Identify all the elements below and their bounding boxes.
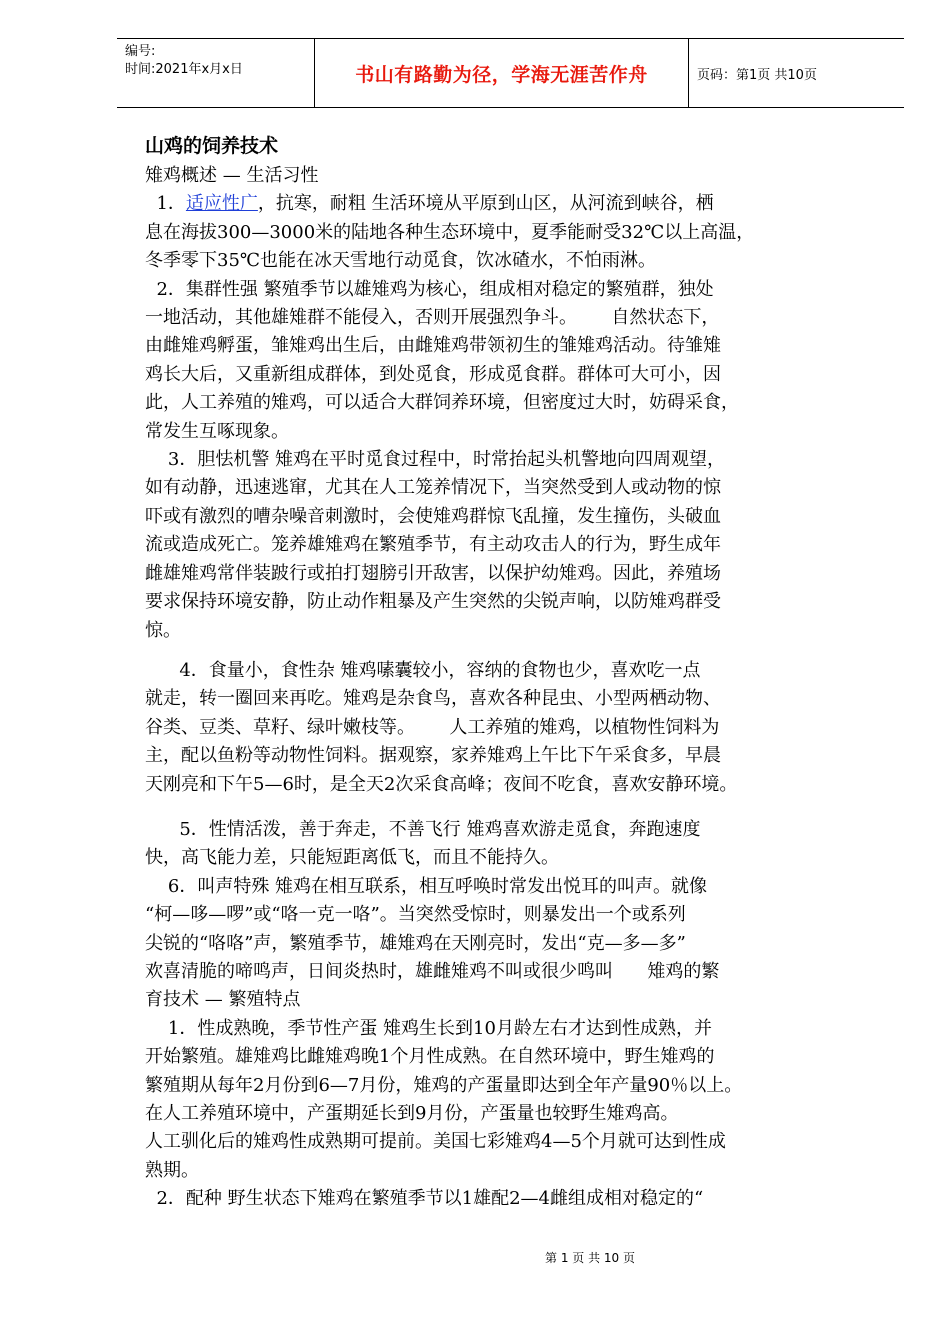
paragraph-line: 谷类、豆类、草籽、绿叶嫩枝等。 人工养殖的雉鸡，以植物性饲料为 <box>145 716 720 738</box>
paragraph-line: 由雌雉鸡孵蛋，雏雉鸡出生后，由雌雉鸡带领初生的雏雉鸡活动。待雏雉 <box>145 335 721 357</box>
spacer <box>145 799 885 816</box>
page-number-label: 页码：第1页 共10页 <box>697 67 817 83</box>
paragraph-line: 此，人工养殖的雉鸡，可以适合大群饲养环境，但密度过大时，妨碍采食， <box>145 392 739 414</box>
section-heading: 雉鸡概述 — 生活习性 <box>145 165 319 186</box>
paragraph-line: 在人工养殖环境中，产蛋期延长到9月份，产蛋量也较野生雉鸡高。 <box>145 1103 679 1124</box>
paragraph-line: 惊。 <box>145 619 181 641</box>
paragraph-line: 主，配以鱼粉等动物性饲料。据观察，家养雉鸡上午比下午采食多，早晨 <box>145 745 721 767</box>
paragraph-line: 吓或有激烈的嘈杂噪音刺激时，会使雉鸡群惊飞乱撞，发生撞伤，头破血 <box>145 505 721 527</box>
page-footer <box>0 1249 950 1266</box>
paragraph-line: 1．性成熟晚，季节性产蛋 雉鸡生长到10月龄左右才达到性成熟，并 <box>145 1017 712 1039</box>
paragraph-line: 快，高飞能力差，只能短距离低飞，而且不能持久。 <box>145 847 559 869</box>
header-meta-cell <box>117 39 315 107</box>
paragraph-line: 繁殖期从每年2月份到6—7月份，雉鸡的产蛋量即达到全年产量90％以上。 <box>145 1074 743 1096</box>
paragraph-line: 育技术 — 繁殖特点 <box>145 989 301 1011</box>
paragraph-line: 常发生互啄现象。 <box>145 420 289 442</box>
paragraph-line: 冬季零下35℃也能在冰天雪地行动觅食，饮冰碴水，不怕雨淋。 <box>145 250 657 272</box>
paragraph-line: 如有动静，迅速逃窜，尤其在人工笼养情况下，当突然受到人或动物的惊 <box>145 477 721 499</box>
header-table <box>117 38 904 108</box>
paragraph-line: 流或造成死亡。笼养雄雉鸡在繁殖季节，有主动攻击人的行为，野生成年 <box>145 534 721 556</box>
document-body <box>145 130 885 1214</box>
paragraph-line: 2．配种 野生状态下雉鸡在繁殖季节以1雄配2—4雌组成相对稳定的“ <box>145 1188 704 1210</box>
paragraph-line: 6．叫声特殊 雉鸡在相互联系，相互呼唤时常发出悦耳的叫声。就像 <box>145 875 708 897</box>
header-motto-cell <box>315 39 689 107</box>
paragraph-line: 4．食量小，食性杂 雉鸡嗉囊较小，容纳的食物也少，喜欢吃一点 <box>145 659 701 681</box>
paragraph-line: 2．集群性强 繁殖季节以雄雉鸡为核心，组成相对稳定的繁殖群，独处 <box>145 278 714 300</box>
spacer <box>145 645 885 657</box>
document-time-label: 时间:2021年x月x日 <box>125 62 243 77</box>
paragraph-line: 天刚亮和下午5—6时，是全天2次采食高峰；夜间不吃食，喜欢安静环境。 <box>145 773 738 795</box>
paragraph-1-text: ，抗寒，耐粗 生活环境从平原到山区，从河流到峡谷，栖 <box>257 193 714 215</box>
paragraph-1-first-line <box>145 190 885 218</box>
paragraph-line: 息在海拔300—3000米的陆地各种生态环境中，夏季能耐受32℃以上高温， <box>145 221 755 243</box>
document-number-label: 编号: <box>125 44 156 59</box>
paragraph-line: “柯—哆—啰”或“咯一克一咯”。当突然受惊时，则暴发出一个或系列 <box>145 904 686 926</box>
motto-text: 书山有路勤为径，学海无涯苦作舟 <box>355 63 648 86</box>
paragraph-line: 熟期。 <box>145 1159 199 1181</box>
paragraph-line: 雌雄雉鸡常伴装跛行或拍打翅膀引开敌害，以保护幼雉鸡。因此，养殖场 <box>145 562 721 584</box>
document-title: 山鸡的饲养技术 <box>145 135 279 157</box>
paragraph-line: 开始繁殖。雄雉鸡比雌雉鸡晚1个月性成熟。在自然环境中，野生雉鸡的 <box>145 1046 715 1068</box>
paragraph-line: 3．胆怯机警 雉鸡在平时觅食过程中，时常抬起头机警地向四周观望， <box>145 449 726 471</box>
paragraph-line: 欢喜清脆的啼鸣声，日间炎热时，雄雌雉鸡不叫或很少鸣叫 雉鸡的繁 <box>145 960 720 982</box>
paragraph-line: 鸡长大后，又重新组成群体，到处觅食，形成觅食群。群体可大可小，因 <box>145 363 721 385</box>
paragraph-line: 尖锐的“咯咯”声，繁殖季节，雄雉鸡在天刚亮时，发出“克—多—多” <box>145 932 686 954</box>
paragraph-line: 一地活动，其他雄雉群不能侵入，否则开展强烈争斗。 自然状态下， <box>145 307 720 329</box>
footer-page-number: 第 1 页 共 10 页 <box>545 1251 635 1265</box>
header-page-cell <box>689 39 904 107</box>
adaptability-link[interactable]: 适应性广 <box>185 193 258 215</box>
paragraph-line: 人工驯化后的雉鸡性成熟期可提前。美国七彩雉鸡4—5个月就可达到性成 <box>145 1131 726 1153</box>
paragraph-1-number: 1． <box>145 193 186 215</box>
paragraph-line: 要求保持环境安静，防止动作粗暴及产生突然的尖锐声响，以防雉鸡群受 <box>145 591 721 613</box>
paragraph-line: 5．性情活泼，善于奔走，不善飞行 雉鸡喜欢游走觅食，奔跑速度 <box>145 818 701 840</box>
paragraph-line: 就走，转一圈回来再吃。雉鸡是杂食鸟，喜欢各种昆虫、小型两栖动物、 <box>145 688 721 710</box>
